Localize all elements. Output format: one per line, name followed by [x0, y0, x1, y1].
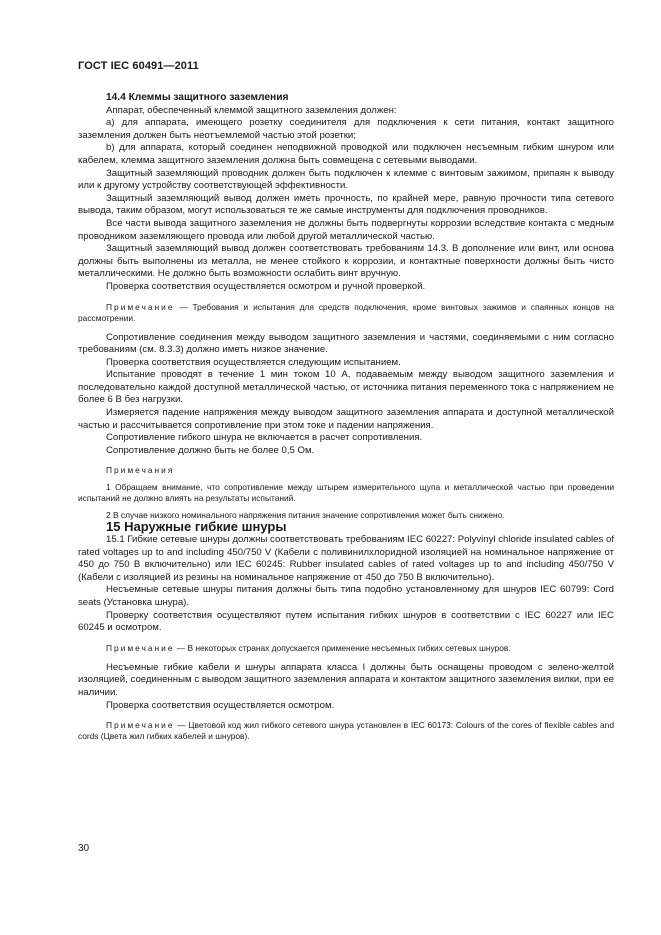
- note-text: — В некоторых странах допускается применение несъемных гибких сетевых шнуров.: [174, 642, 511, 653]
- paragraph: Проверка соответствия осуществляется осмотром и ручной проверкой.: [106, 280, 426, 292]
- note: [78, 720, 614, 742]
- paragraph: 15.1 Гибкие сетевые шнуры должны соответствовать требованиям IEC 60227: Polyvinyl chloride insulated cables of rated voltages up to and including 450/750 V (Кабели с поливинилхлоридной изоляцией на номинальное напряжение от 450 до 750 В включительно) или IEC 60245: Rubber insulated cables of rated voltages up to and including 450/750 V (Кабели с изоляцией из резины на номинальное напряжение от 450 до 750 В включительно).: [78, 534, 614, 583]
- page-content: [78, 92, 614, 742]
- paragraph: Защитный заземляющий проводник должен быть подключен к клемме с винтовым зажимом, припаян к выводу или к другому устройству соответствующей эффективности.: [78, 167, 614, 192]
- spacer: [78, 635, 614, 643]
- notes-title: Примечания: [106, 465, 175, 476]
- spacer: [78, 457, 614, 465]
- document-code-header: ГОСТ IEC 60491—2011: [78, 60, 199, 72]
- paragraph: Несъемные сетевые шнуры питания должны быть типа подобно установленному для шнуров IEC 60799: Cord seats (Установка шнура).: [78, 584, 614, 608]
- note-label: Примечание: [106, 301, 175, 312]
- note-text: — Требования и испытания для средств подключения, кроме винтовых зажимов и спаянных концов на рассмотрении.: [78, 301, 614, 323]
- paragraph: Проверку соответствия осуществляют путем испытания гибких шнуров в соответствии с IEC 60227 или IEC 60245 и осмотром.: [78, 609, 614, 634]
- paragraph: Сопротивление гибкого шнура не включается в расчет сопротивления.: [106, 432, 423, 444]
- spacer: [78, 712, 614, 720]
- paragraph: Проверка соответствия осуществляется следующим испытанием.: [106, 356, 401, 368]
- paragraph: Проверка соответствия осуществляется осмотром.: [106, 699, 335, 711]
- paragraph: Испытание проводят в течение 1 мин током 10 А, подаваемым между выводом защитного заземления и последовательно каждой доступной металлической частью, от источника питания переменного тока с напряжением не более 6 В без нагрузки.: [78, 369, 614, 406]
- paragraph: Сопротивление должно быть не более 0,5 Ом.: [106, 444, 315, 456]
- spacer: [78, 294, 614, 302]
- paragraph: Все части вывода защитного заземления не должны быть подвергнуты коррозии вследствие контакта с медным проводником заземляющего провода или любой другой металлической частью.: [78, 217, 614, 242]
- section-title: 15 Наружные гибкие шнуры: [106, 519, 287, 535]
- paragraph: Сопротивление соединения между выводом защитного заземления и частями, соединяемыми с ним согласно требованиям (см. 8.3.3) должно иметь низкое значение.: [78, 331, 614, 356]
- note-item: 2 В случае низкого номинального напряжения питания значение сопротивления может быть снижено.: [106, 510, 505, 521]
- note-label: Примечание: [106, 642, 175, 653]
- paragraph: Измеряется падение напряжения между выводом защитного заземления аппарата и доступной металлической частью и рассчитывается сопротивление при этом токе и падении напряжения.: [78, 407, 614, 431]
- paragraph: Несъемные гибкие кабели и шнуры аппарата класса I должны быть оснащены проводом с зелено-желтой изоляцией, соединенным с выводом защитного заземления аппарата и контактом защитного заземления вилки, при ее наличии.: [78, 661, 614, 698]
- note-label: Примечание: [106, 720, 175, 731]
- subsection-title: 14.4 Клеммы защитного заземления: [106, 92, 289, 103]
- paragraph: Защитный заземляющий вывод должен иметь прочность, по крайней мере, равную прочности типа сетевого вывода, таким образом, могут использоваться те же самые инструменты для подключения проводников.: [78, 192, 614, 217]
- note-text: — Цветовой код жил гибкого сетевого шнура установлен в IEC 60173: Colours of the cores of flexible cables and cords (Цвета жил гибких кабелей и шнуров).: [78, 720, 614, 742]
- paragraph: Защитный заземляющий вывод должен соответствовать требованиям 14.3. В дополнение или винт, или основа должны быть выполнены из металла, не менее стойкого к коррозии, и контактные поверхности должны быть чисто металлическими. Не должно быть возможности ослабить винт вручную.: [78, 243, 614, 280]
- note-item: 1 Обращаем внимание, что сопротивление между штырем измерительного щупа и металлической частью при проведении испытаний не должно влиять на результаты испытаний.: [78, 482, 614, 504]
- page-number: 30: [78, 843, 90, 854]
- note: [78, 643, 614, 654]
- spacer: [78, 654, 614, 662]
- spacer: [78, 324, 614, 332]
- note: [78, 302, 614, 324]
- paragraph: Аппарат, обеспеченный клеммой защитного заземления должен:: [106, 104, 397, 116]
- paragraph: b) для аппарата, который соединен неподвижной проводкой или подключен несъемным гибким шнуром или кабелем, клемма защитного заземления должна быть совмещена с сетевыми выводами.: [78, 142, 614, 166]
- paragraph: а) для аппарата, имеющего розетку соединителя для подключения к сети питания, контакт защитного заземления должен быть неотъемлемой частью этой розетки;: [78, 117, 614, 141]
